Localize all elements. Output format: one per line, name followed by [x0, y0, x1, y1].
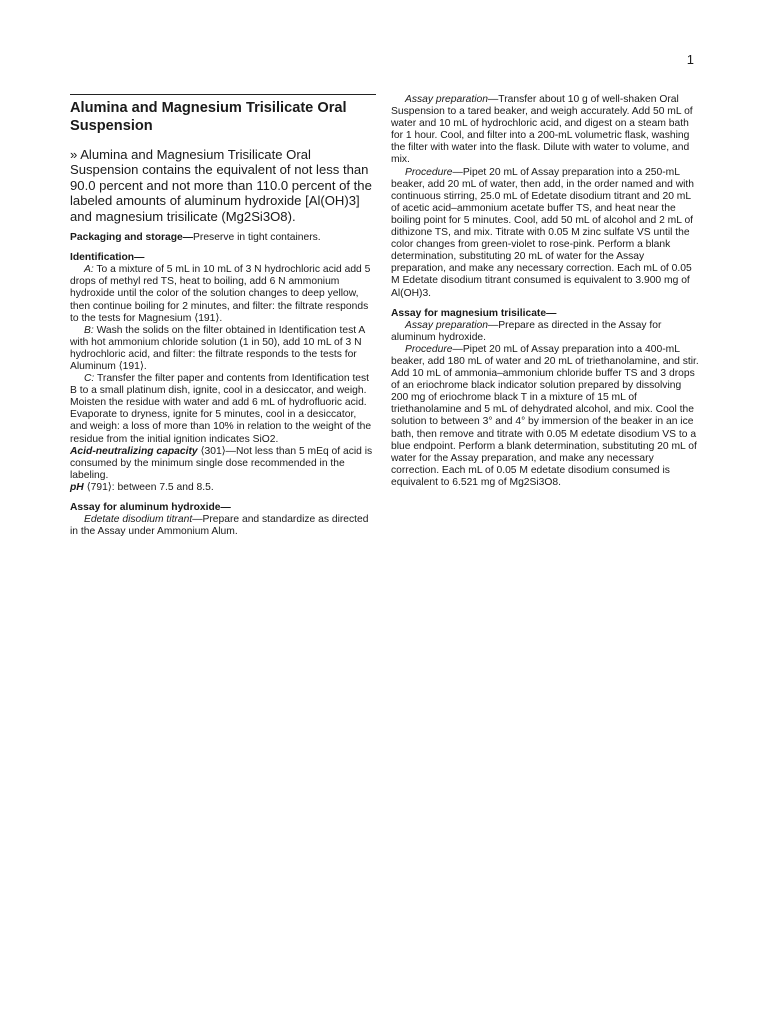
page-number: 1 [686, 52, 694, 67]
assay-preparation-label: Assay preparation [405, 94, 488, 105]
assay-preparation-aluminum [391, 94, 700, 167]
identification-test-c [70, 373, 376, 446]
acid-neutralizing-heading: Acid-neutralizing capacity [70, 445, 198, 457]
test-b-label: B: [84, 324, 94, 336]
assay-aluminum-heading: Assay for aluminum hydroxide— [70, 502, 231, 513]
monograph-title: Alumina and Magnesium Trisilicate Oral Suspension [70, 100, 347, 134]
procedure-magnesium [391, 344, 700, 489]
right-column [391, 94, 700, 489]
assay-magnesium-heading: Assay for magnesium trisilicate— [391, 307, 557, 319]
packaging-section [70, 232, 376, 244]
test-a-label: A: [84, 264, 94, 276]
assay-preparation-text: —Transfer about 10 g of well-shaken Oral Suspension to a tared beaker, and weigh accurately. Add 50 mL of water and 10 mL of hydrochloric acid, and digest on a steam bath for 1 hour. Cool, and filter into a 200-mL volumetric flask, washing the filter with water into the flask. Dilute with water to volume, and mix. [391, 94, 693, 166]
test-c-text: Transfer the filter paper and contents from Identification test B to a small platinum dish, ignite, cool in a desiccator, and weigh. Moisten the residue with water and add 6 mL of hydrofluoric acid. Evaporate to dryness, ignite for 5 minutes, cool in a desiccator, and weigh: a loss of more than 10% in relation to the weight of the residue from the initial ignition indicates SiO2. [70, 373, 372, 445]
edetate-titrant-paragraph [70, 514, 376, 538]
acid-neutralizing-text: ⟨301⟩—Not less than 5 mEq of acid is consumed by the minimum single dose recommended in the labeling. [70, 445, 373, 481]
procedure-text: —Pipet 20 mL of Assay preparation into a 250-mL beaker, add 20 mL of water, then add, in the order named and with continuous stirring, 25.0 mL of Edetate disodium titrant and 20 mL of acetic acid–ammonium acetate buffer TS, and heat near the boiling point for 5 minutes. Cool, add 50 mL of alcohol and 2 mL of dithizone TS, and mix. Titrate with 0.05 M zinc sulfate VS until the color changes from green-violet to rose-pink. Perform a blank determination, substituting 20 mL of water for the Assay preparation, and make any necessary correction. Each mL of 0.05 M Edetate disodium titrant consumed is equivalent to 3.900 mg of Al(OH)3. [391, 166, 695, 299]
packaging-heading: Packaging and storage— [70, 232, 194, 244]
ph-heading: pH [70, 481, 84, 493]
title-rule [70, 94, 376, 95]
monograph-definition: » Alumina and Magnesium Trisilicate Oral Suspension contains the equivalent of not less than 90.0 percent and not more than 110.0 percent of the labeled amounts of aluminum hydroxide [Al(OH)3] and magnesium trisilicate (Mg2Si3O8). [70, 147, 372, 224]
ph-text: ⟨791⟩: between 7.5 and 8.5. [83, 481, 214, 493]
identification-test-b [70, 325, 376, 373]
identification-heading: Identification— [70, 252, 145, 264]
test-a-text: To a mixture of 5 mL in 10 mL of 3 N hydrochloric acid add 5 drops of methyl red TS, heat to boiling, add 6 N ammonium hydroxide until the color of the solution changes to deep yellow, then continue boiling for 2 minutes, and filter: the filtrate responds to the tests for Magnesium ⟨191⟩. [70, 264, 371, 324]
identification-test-a [70, 264, 376, 324]
left-column [70, 94, 376, 538]
procedure-label: Procedure [405, 343, 453, 355]
assay-preparation-text: —Prepare as directed in the Assay for aluminum hydroxide. [391, 319, 662, 343]
packaging-text: Preserve in tight containers. [193, 232, 321, 244]
assay-preparation-label: Assay preparation [405, 319, 488, 331]
edetate-titrant-label: Edetate disodium titrant [84, 514, 193, 526]
procedure-aluminum [391, 167, 700, 300]
assay-preparation-magnesium [391, 320, 700, 344]
test-c-label: C: [84, 373, 95, 385]
test-b-text: Wash the solids on the filter obtained in Identification test A with hot ammonium chloride solution (1 in 50), add 10 mL of 3 N hydrochloric acid, and filter: the filtrate responds to the tests for Aluminum ⟨191⟩. [70, 324, 365, 372]
ph-section [70, 482, 376, 494]
procedure-label: Procedure [405, 166, 453, 178]
acid-neutralizing-section [70, 446, 376, 482]
procedure-text: —Pipet 20 mL of Assay preparation into a 400-mL beaker, add 180 mL of water and 20 mL of triethanolamine, and stir. Add 10 mL of ammonia–ammonium chloride buffer TS and 3 drops of an eriochrome black indicator solution prepared by dissolving 200 mg of eriochrome black T in a mixture of 15 mL of triethanolamine and 5 mL of dehydrated alcohol, and mix. Cool the solution to between 3° and 4° by immersion of the beaker in an ice bath, then remove and titrate with 0.05 M edetate disodium VS to a blue endpoint. Perform a blank determination, substituting 20 mL of water for the Assay preparation, and make any necessary correction. Each mL of 0.05 M edetate disodium consumed is equivalent to 6.521 mg of Mg2Si3O8. [391, 343, 699, 488]
edetate-titrant-text: —Prepare and standardize as directed in the Assay under Ammonium Alum. [70, 514, 369, 538]
